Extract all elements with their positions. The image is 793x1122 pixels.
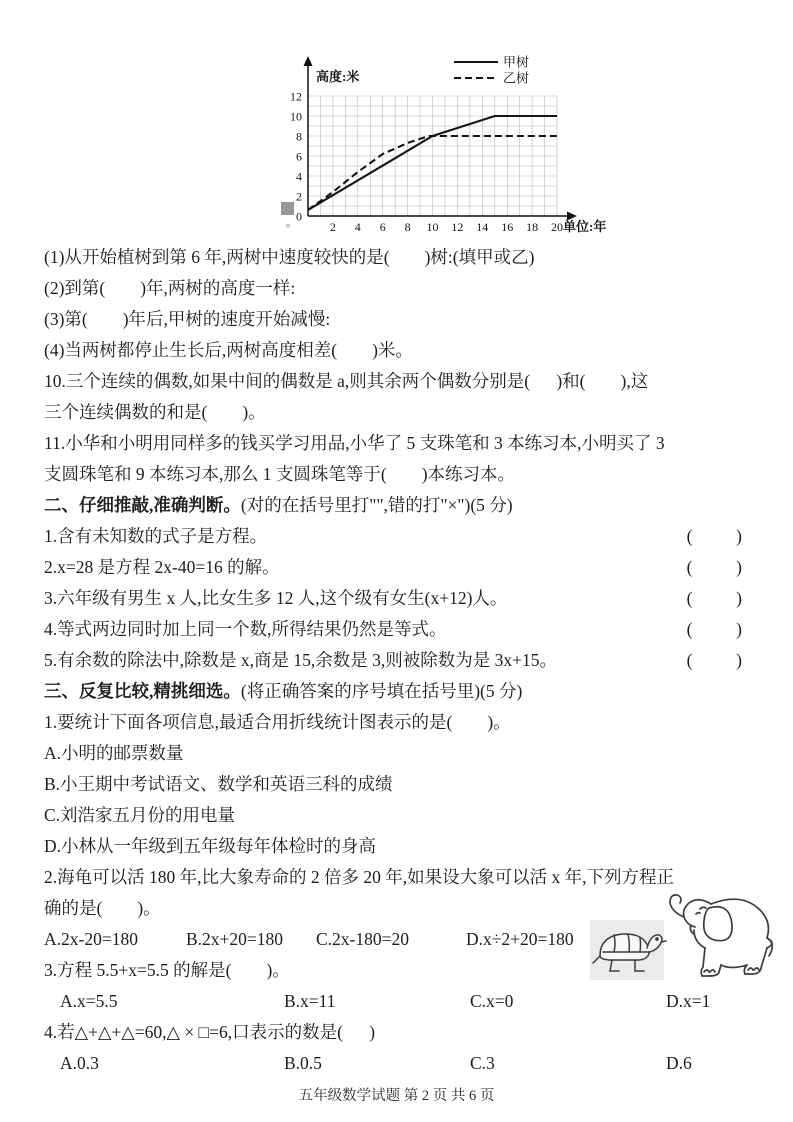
x-tick-label: 2 xyxy=(329,220,336,234)
choice-q3-option-a: A.x=5.5 xyxy=(60,991,118,1011)
choice-q1-option-d: D.小林从一年级到五年级每年体检时的身高 xyxy=(44,836,377,856)
section3-heading-bold: 三、反复比较,精挑细选。 xyxy=(44,681,241,701)
answer-bracket: ( ) xyxy=(686,619,742,639)
y-axis-title: 高度:米 xyxy=(316,69,360,84)
judge-item-text: 4.等式两边同时加上同一个数,所得结果仍然是等式。 xyxy=(44,619,447,639)
scan-artifact xyxy=(281,202,294,215)
judge-item-2 xyxy=(44,552,752,583)
judge-item-text: 2.x=28 是方程 2x-40=16 的解。 xyxy=(44,557,280,577)
choice-q2-option-b: B.2x+20=180 xyxy=(186,929,284,949)
judge-item-text: 3.六年级有男生 x 人,比女生多 12 人,这个级有女生(x+12)人。 xyxy=(44,588,508,608)
y-tick-label: 8 xyxy=(296,129,302,144)
legend-label-乙树: 乙树 xyxy=(503,70,530,86)
choice-q1-option-c: C.刘浩家五月份的用电量 xyxy=(44,805,236,825)
x-tick-label: 8 xyxy=(404,220,411,234)
q9-sub3: (3)第( )年后,甲树的速度开始减慢: xyxy=(44,309,331,329)
y-tick-label: 4 xyxy=(296,169,302,184)
q9-sub2: (2)到第( )年,两树的高度一样: xyxy=(44,278,296,298)
tree-growth-line-chart xyxy=(276,48,616,244)
choice-q4-option-a: A.0.3 xyxy=(60,1053,99,1073)
choice-q4-options xyxy=(44,1048,752,1079)
x-tick-label: 14 xyxy=(476,220,489,234)
choice-q1-option-a: A.小明的邮票数量 xyxy=(44,743,184,763)
answer-bracket: ( ) xyxy=(686,526,742,546)
answer-bracket: ( ) xyxy=(686,557,742,577)
choice-q3-option-b: B.x=11 xyxy=(284,991,336,1011)
x-tick-label: 4 xyxy=(354,220,361,234)
x-tick-label: 12 xyxy=(451,220,464,234)
q11-line1: 11.小华和小明用同样多的钱买学习用品,小华了 5 支珠笔和 3 本练习本,小明买了 3 xyxy=(44,433,665,453)
choice-q3-option-c: C.x=0 xyxy=(470,991,514,1011)
x-tick-label: 18 xyxy=(526,220,539,234)
legend-label-甲树: 甲树 xyxy=(503,54,530,70)
judge-item-text: 1.含有未知数的式子是方程。 xyxy=(44,526,268,546)
q10-line2: 三个连续偶数的和是( )。 xyxy=(44,402,266,422)
choice-q4-option-b: B.0.5 xyxy=(284,1053,322,1073)
y-tick-label: 2 xyxy=(296,189,302,204)
x-tick-label: 20 xyxy=(551,220,563,234)
section2-heading-rest: (对的在括号里打"",错的打"×")(5 分) xyxy=(240,495,513,515)
y-axis-arrow xyxy=(304,56,313,66)
q9-sub4: (4)当两树都停止生长后,两树高度相差( )米。 xyxy=(44,340,413,360)
y-tick-label: 6 xyxy=(296,149,302,164)
x-axis-title: 单位:年 xyxy=(563,219,607,234)
choice-q4-option-d: D.6 xyxy=(666,1053,692,1073)
judge-item-1 xyxy=(44,521,752,552)
x-tick-label: 16 xyxy=(501,220,514,234)
choice-q4-option-c: C.3 xyxy=(470,1053,495,1073)
choice-q3-option-d: D.x=1 xyxy=(666,991,711,1011)
q10-line1: 10.三个连续的偶数,如果中间的偶数是 a,则其余两个偶数分别是( )和( ),这 xyxy=(44,371,649,391)
choice-q4-stem: 4.若△+△+△=60,△ × □=6,口表示的数是( ) xyxy=(44,1022,376,1042)
choice-q2-option-c: C.2x-180=20 xyxy=(316,929,409,949)
judge-item-text: 5.有余数的除法中,除数是 x,商是 15,余数是 3,则被除数为是 3x+15。 xyxy=(44,650,557,670)
x-tick-label: 6 xyxy=(379,220,386,234)
choice-q2-option-a: A.2x-20=180 xyxy=(44,929,138,949)
scan-artifact-dot: 。 xyxy=(286,217,297,229)
page-footer: 五年级数学试题 第 2 页 共 6 页 xyxy=(298,1088,495,1104)
y-tick-label: 0 xyxy=(296,209,302,224)
judge-item-5 xyxy=(44,645,752,676)
choice-q2-stem-line1: 2.海龟可以活 180 年,比大象寿命的 2 倍多 20 年,如果设大象可以活 x 年,下列方程正 xyxy=(44,867,674,887)
section2-heading-bold: 二、仔细推敲,准确判断。 xyxy=(44,495,241,515)
y-tick-label: 12 xyxy=(290,89,302,104)
choice-q1-stem: 1.要统计下面各项信息,最适合用折线统计图表示的是( )。 xyxy=(44,712,511,732)
x-tick-label: 10 xyxy=(426,220,439,234)
choice-q3-options xyxy=(44,986,752,1017)
judge-item-4 xyxy=(44,614,752,645)
q11-line2: 支圆珠笔和 9 本练习本,那么 1 支圆珠笔等于( )本练习本。 xyxy=(44,464,516,484)
elephant-turtle-illustration xyxy=(590,884,780,984)
choice-q2-stem-line2: 确的是( )。 xyxy=(44,898,161,918)
answer-bracket: ( ) xyxy=(686,650,742,670)
choice-q2-option-d: D.x÷2+20=180 xyxy=(466,929,574,949)
answer-bracket: ( ) xyxy=(686,588,742,608)
section2-heading xyxy=(44,490,752,521)
q9-sub1: (1)从开始植树到第 6 年,两树中速度较快的是( )树:(填甲或乙) xyxy=(44,247,535,267)
section3-heading-rest: (将正确答案的序号填在括号里)(5 分) xyxy=(240,681,523,701)
choice-q1-option-b: B.小王期中考试语文、数学和英语三科的成绩 xyxy=(44,774,393,794)
section3-heading xyxy=(44,676,752,707)
y-tick-label: 10 xyxy=(290,109,302,124)
choice-q3-stem: 3.方程 5.5+x=5.5 的解是( )。 xyxy=(44,960,290,980)
judge-item-3 xyxy=(44,583,752,614)
